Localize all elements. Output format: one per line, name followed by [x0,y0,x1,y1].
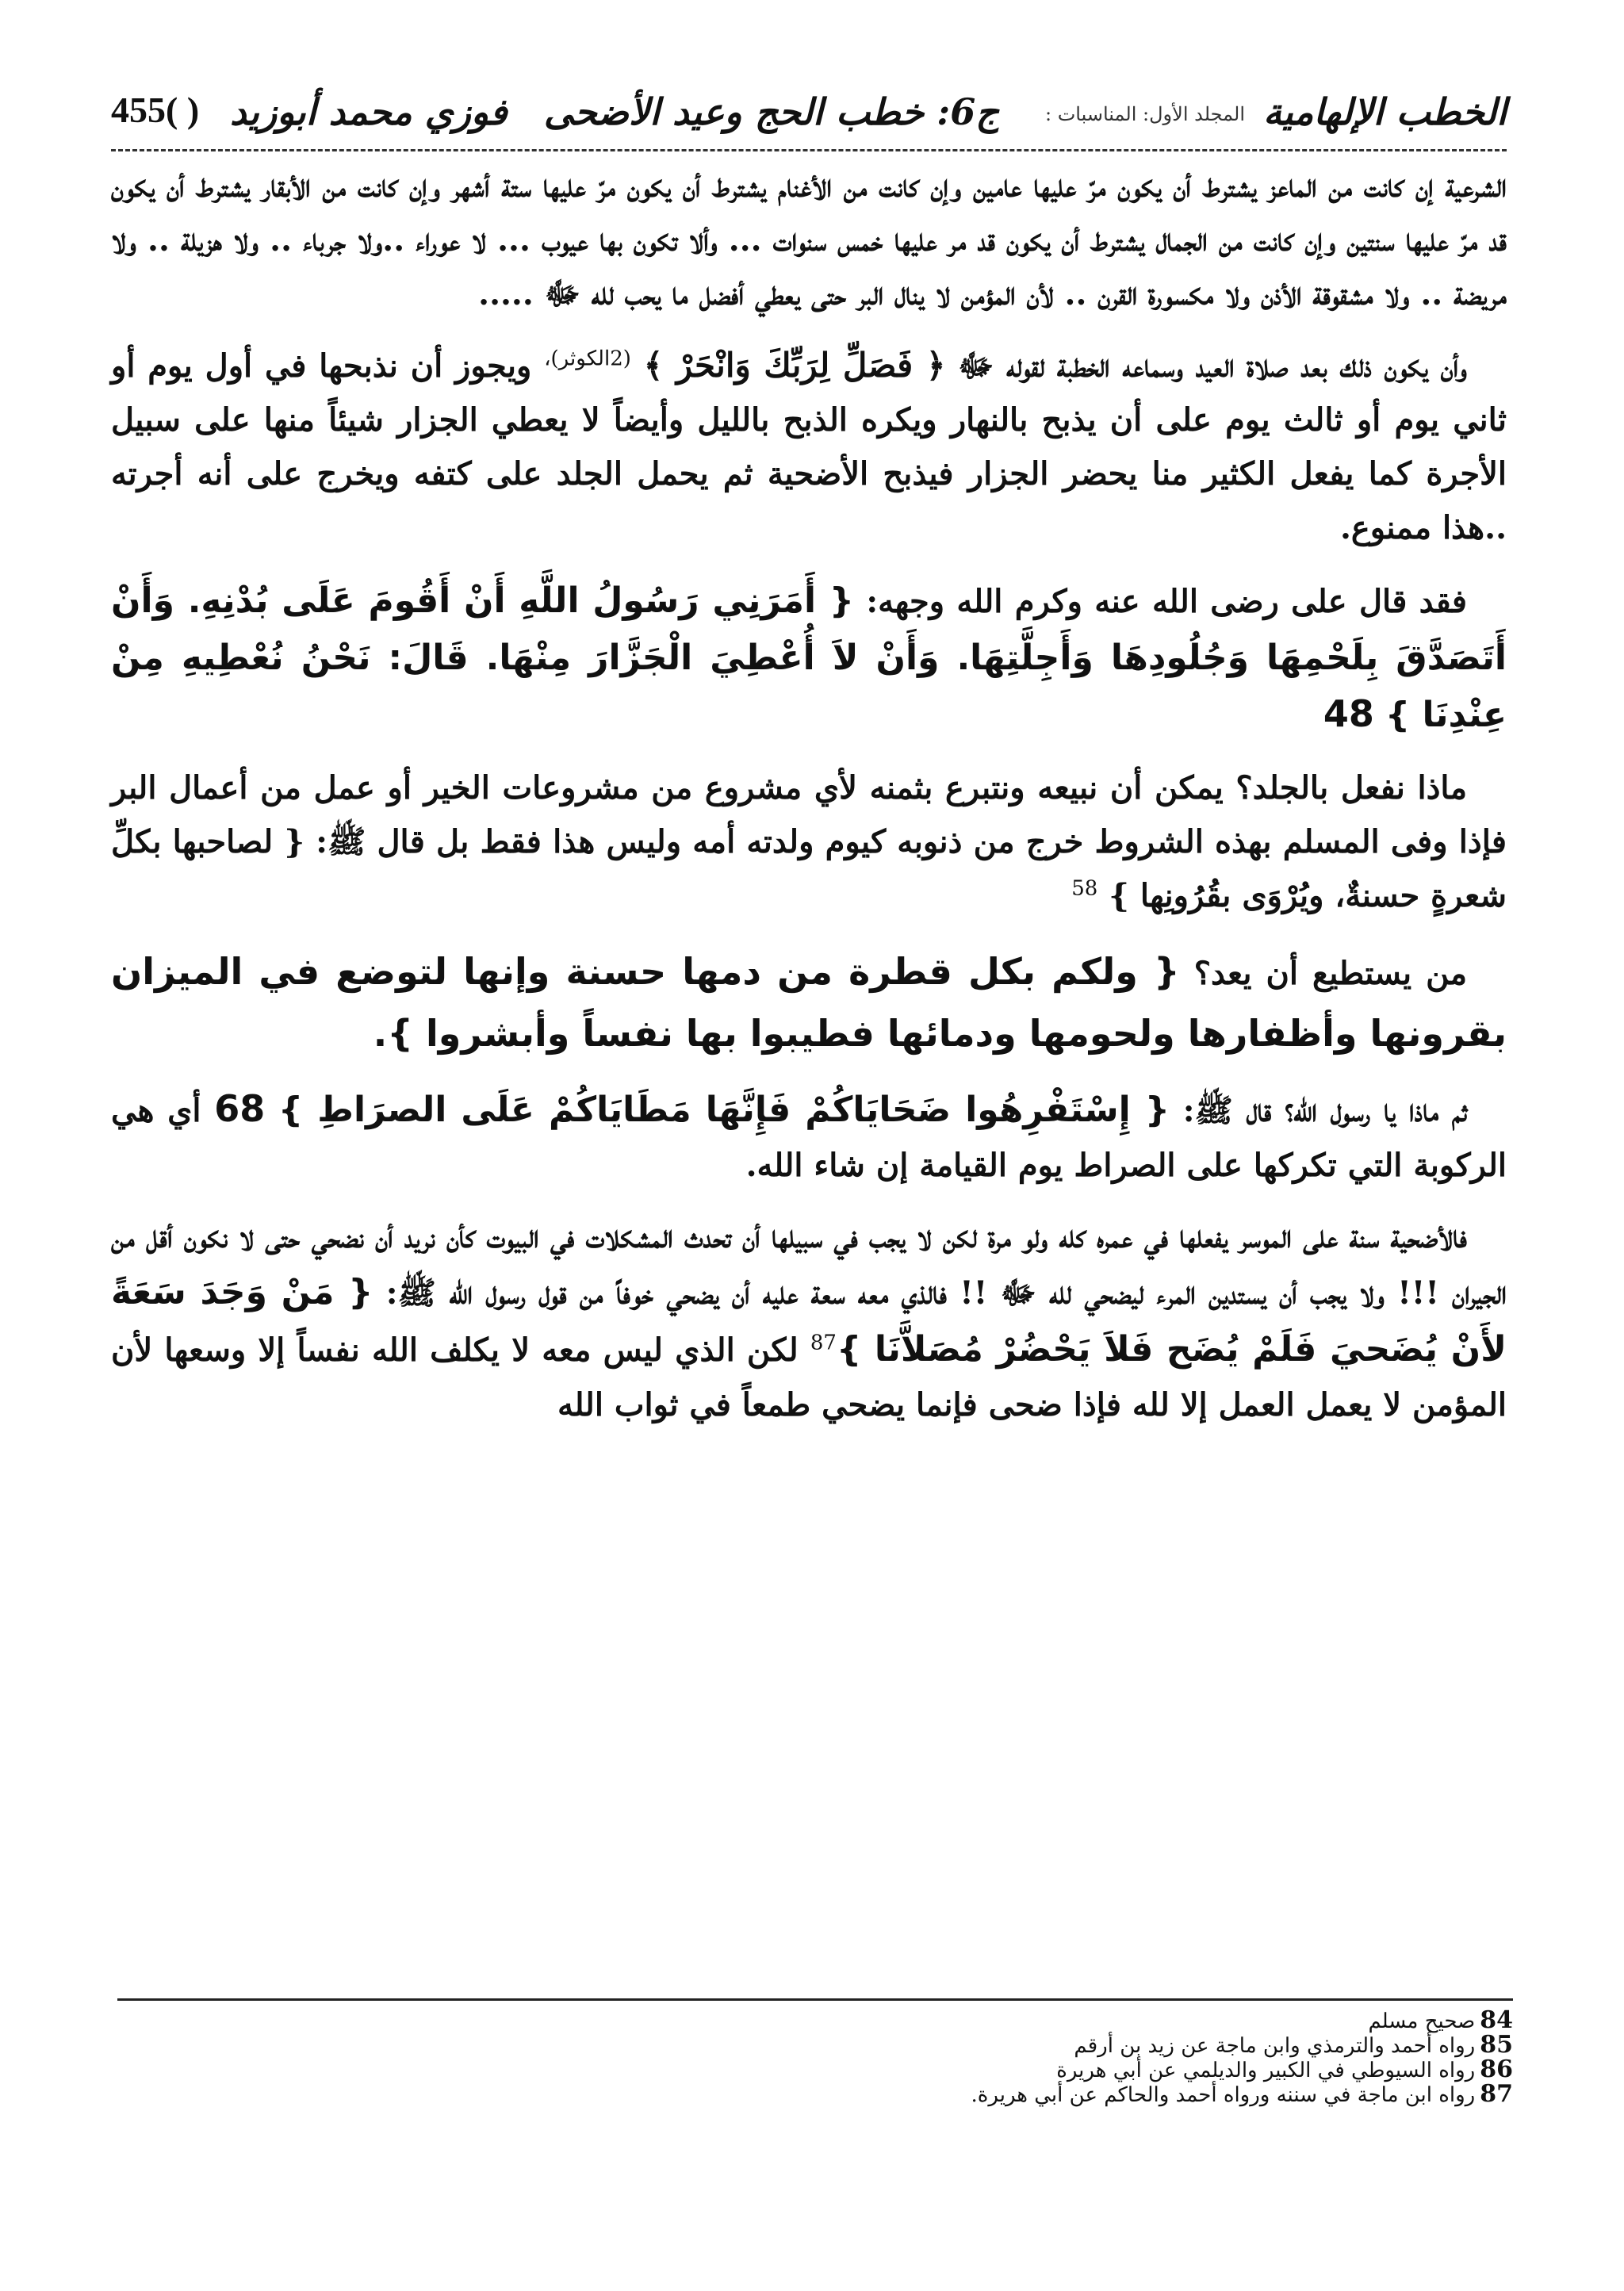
paragraph-2 [111,339,1507,555]
paragraph-5-intro: من يستطيع أن يعد؟ [1179,955,1467,992]
hadith-quote: { لصاحبها بكلِّ شعرةٍ حسنةٌ، ويُرْوَى بقُرُونِها } [111,823,1507,914]
footnote-ref: 68 [214,1087,266,1130]
footnote-number: 87 [1480,2080,1513,2108]
footnote-ref: 48 [1323,692,1374,735]
section-title: ج6: خطب الحج وعيد الأضحى [543,90,999,133]
footnote-ref: 87 [810,1331,837,1355]
author-name: فوزي محمد أبوزيد [230,90,508,133]
quran-verse: ﴿ فَصَلِّ لِرَبِّكَ وَانْحَرْ ﴾ [643,346,946,385]
footnotes-section [117,1998,1513,2107]
paragraph-3-intro: فقد قال على رضى الله عنه وكرم الله وجهه: [854,583,1467,620]
paragraph-5 [111,941,1507,1064]
quran-reference: (2الكوثر)، [544,347,631,371]
footnote-number: 86 [1480,2055,1513,2083]
hadith-quote: { ولكم بكل قطرة من دمها حسنة وإنها لتوضع في الميزان بقرونها وأظفارها ولحومها ودمائها فطيبوا بها نفساً وأبشروا }. [111,950,1507,1055]
footnote-item [117,2006,1513,2034]
paragraph-6-text: أي هي الركوبة التي تكركها على الصراط يوم القيامة إن شاء الله. [111,1092,1507,1184]
footnote-number: 84 [1480,2006,1513,2034]
hadith-quote: { إِسْتَفْرِهُوا ضَحَايَاكُمْ فَإِنَّهَا مَطَايَاكُمْ عَلَى الصرَاطِ } [278,1090,1170,1130]
paragraph-2-text-b: ويجوز أن نذبحها في أول يوم أو ثاني يوم أو ثالث يوم على أن يذبح بالنهار ويكره الذبح بالليل وأيضاً لا يعطي الجزار شيئاً منها على سبيل الأجرة كما يفعل الكثير منا يحضر الجزار فيذبح الأضحية ثم يحمل الجلد على كتفه ويخرج على أنه أجرته ..هذا ممنوع. [111,347,1507,546]
hadith-quote: { أَمَرَنِي رَسُولُ اللَّهِ أَنْ أَقُومَ عَلَى بُدْنِهِ. وَأَنْ أَتَصَدَّقَ بِلَحْمِهَا وَجُلُودِهَا وَأَجِلَّتِهَا. وَأَنْ لاَ أُعْطِيَ الْجَزَّارَ مِنْهَا. قَالَ: نَحْنُ نُعْطِيهِ مِنْ عِنْدِنَا } [111,580,1507,735]
paragraph-1: الشرعية إن كانت من الماعز يشترط أن يكون مرّ عليها عامين وإن كانت من الأغنام يشترط أن يكون مرّ عليها ستة أشهر وإن كانت من الأبقار يشترط أن يكون قد مرّ عليها سنتين وإن كانت من الجمال يشترط أن يكون قد مر عليها خمس سنوات ... وألا تكون بها عيوب ... لا عوراء ..ولا جرباء .. ولا هزيلة .. ولا مريضة .. ولا مشقوقة الأذن ولا مكسورة القرن .. لأن المؤمن لا ينال البر حتى يعطي أفضل ما يحب لله ﷻ ..... [111,167,1507,312]
paragraph-7-text-a: فالأضحية سنة على الموسر يفعلها في عمره كله ولو مرة لكن لا يجب في سبيلها أن تحدث المشكلات في البيوت كأن نريد أن نضحي حتى لا نكون أقل من الجيران !!! ولا يجب أن يستدين المرء ليضحي لله ﷻ !! فالذي معه سعة عليه أن يضحي خوفاً من قول رسول الله ﷺ: [111,1218,1507,1312]
footnote-text: رواه ابن ماجة في سننه ورواه أحمد والحاكم عن أبي هريرة. [971,2083,1476,2107]
page-header [111,76,1507,151]
footnote-item [117,2033,1513,2058]
footnote-number: 85 [1480,2031,1513,2059]
paragraph-7 [111,1210,1507,1432]
hadith-quote: { مَنْ وَجَدَ سَعَةً لأَنْ يُضَحيَ فَلَمْ يُضَح فَلاَ يَحْضُرْ مُصَلاَّنَا } [111,1272,1507,1370]
footnote-item [117,2055,1513,2083]
footnote-item [117,2082,1513,2107]
footnote-ref: 58 [1071,876,1098,901]
volume-label: المجلد الأول: المناسبات : [1045,103,1245,125]
page-number: 455( ) [111,90,200,130]
page-body [111,159,1507,1432]
document-page [111,76,1507,1450]
paragraph-4 [111,761,1507,923]
paragraph-3 [111,573,1507,744]
paragraph-7-text-b: لكن الذي ليس معه لا يكلف الله نفساً إلا وسعها لأن المؤمن لا يعمل العمل إلا لله فإذا ضحى فإنما يضحي طمعاً في ثواب الله [111,1331,1507,1423]
footnote-text: رواه أحمد والترمذي وابن ماجة عن زيد بن أرقم [1074,2034,1476,2058]
book-title: الخطب الإلهامية [1263,90,1507,133]
paragraph-4-text: ماذا نفعل بالجلد؟ يمكن أن نبيعه ونتبرع بثمنه لأي مشروع من مشروعات الخير أو عمل من أعمال البر فإذا وفى المسلم بهذه الشروط خرج من ذنوبه كيوم ولدته أمه وليس هذا فقط بل قال ﷺ: [111,769,1507,860]
paragraph-2-text-a: وأن يكون ذلك بعد صلاة العيد وسماعه الخطبة لقوله ﷻ [945,347,1467,385]
paragraph-6 [111,1082,1507,1193]
paragraph-6-intro: ثم ماذا يا رسول الله؟ قال ﷺ: [1170,1092,1468,1129]
footnote-text: صحيح مسلم [1368,2009,1476,2033]
footnote-text: رواه السيوطي في الكبير والديلمي عن أبي هريرة [1056,2059,1476,2082]
